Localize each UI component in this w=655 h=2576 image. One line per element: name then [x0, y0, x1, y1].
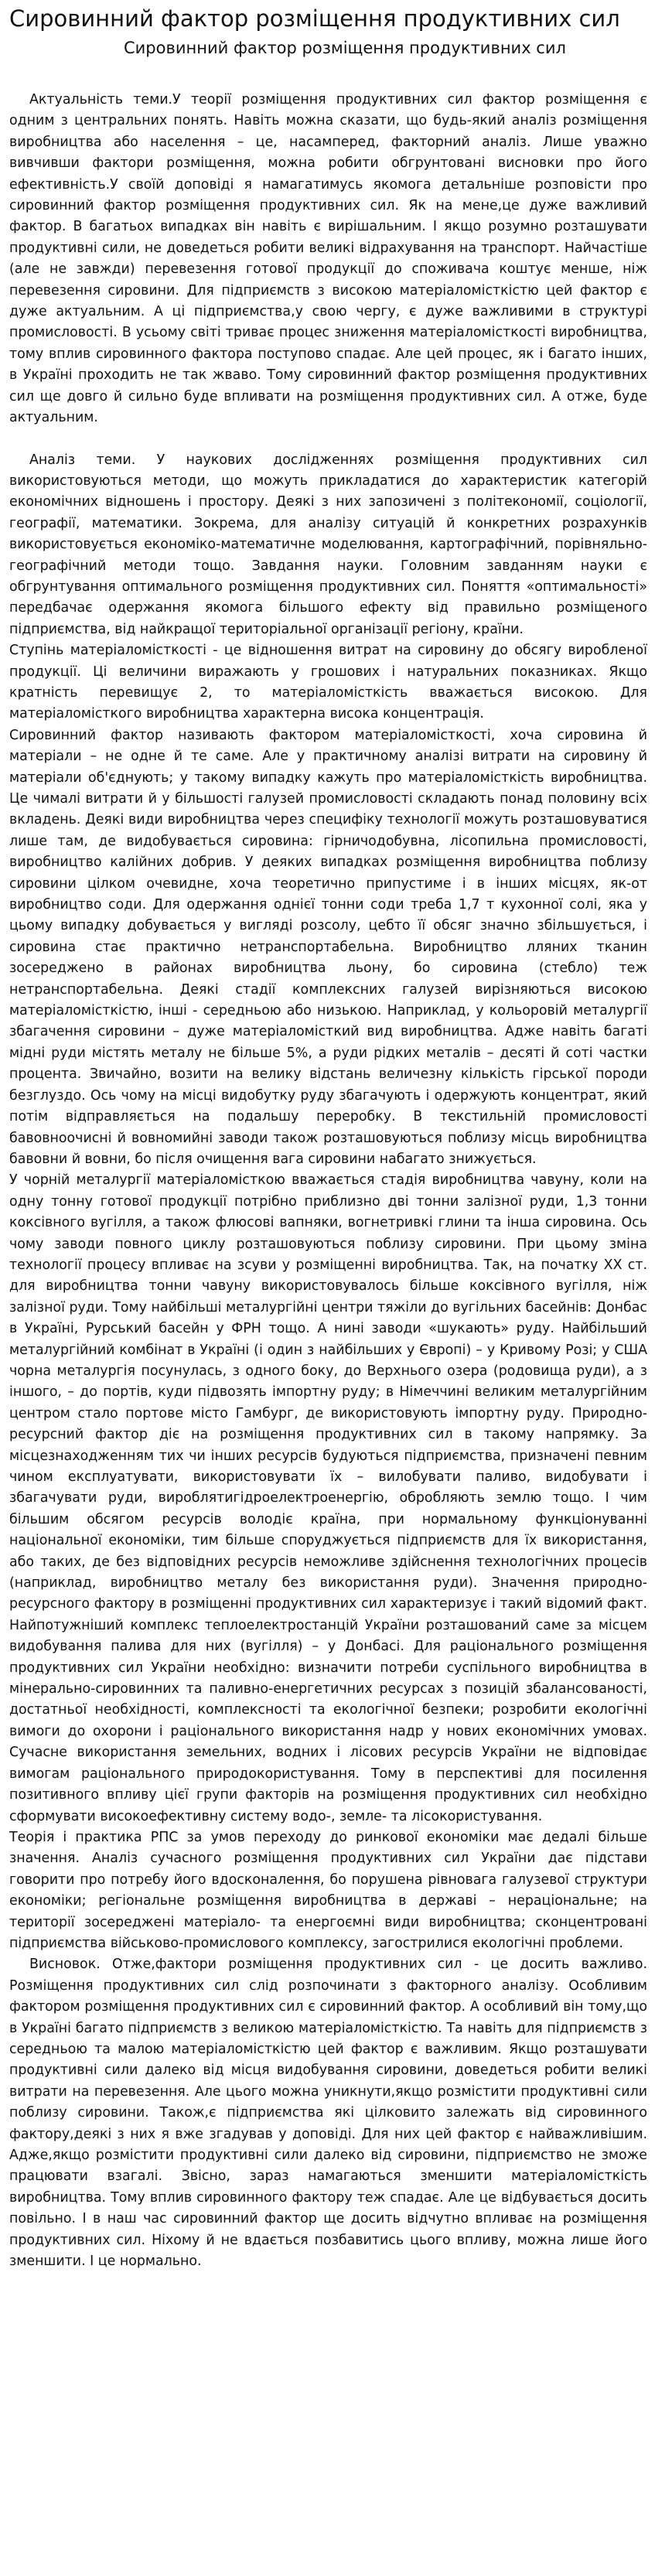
paragraph-conclusion: Висновок. Отже,фактори розміщення продуктивних сил - це досить важливо. Розміщення продуктивних сил слід розпочинати з факторного аналізу. Особливим фактором розміщення продуктивних сил є сировинний фактор. А особливий він тому,що в Україні багато підприємств з великою матеріаломісткістю. Та навіть для підприємств з середньою та малою матеріаломісткістю цей фактор є важливим. Якщо розташувати продуктивні сили далеко від місця видобування сировини, доведеться робити великі витрати на перевезення. Але цього можна уникнути,якщо розмістити продуктивні сили поблизу сировини. Також,є підприємства які цілковито залежать від сировинного фактору,деякі з них я вже згадував у доповіді. Для них цей фактор є найважливішим. Адже,якщо розмістити продуктивні сили далеко від сировини, підприємство не зможе працювати взагалі. Звісно, зараз намагаються зменшити матеріаломісткість виробництва. Тому вплив сировинного фактору теж спадає. Але це відбувається досить повільно. І в наш час сировинний фактор ще досить відчутно впливає на розміщення продуктивних сил. Ніхому й не вдається позбавитись цього впливу, можна лише його зменшити. І це нормально.	[9, 1957, 647, 2270]
page-title: Сировинний фактор розміщення продуктивних сил	[9, 5, 620, 32]
paragraph-relevance: Актуальність теми.У теорії розміщення продуктивних сил фактор розміщення є одним з центральних понять. Навіть можна сказати, що будь-який аналіз розміщення виробництва або населення – це, насамперед, факторний аналіз. Лише уважно вивчивши фактори розміщення, можна робити обгрунтовані висновки про його ефективність.У своїй доповіді я намагатимусь якомога детальніше розповісти про сировинний фактор розміщення продуктивних сил. Як на мене,це дуже важливий фактор. В багатьох випадках він навіть є вирішальним. І якщо розумно розташувати продуктивні сили, не доведеться робити великі відрахування на транспорт. Найчастіше (але не завжди) перевезення готової продукції до споживача коштує менше, ніж перевезення сировини. Для підприємств з високою матеріаломісткістю цей фактор є дуже актуальним. А ці підприємства,у свою чергу, є дуже важливими в структурі промисловості. В усьому світі триває процес зниження матеріаломісткості виробництва, тому вплив сировинного фактора поступово спадає. Але цей процес, як і багато інших, в Україні проходить не так жваво. Тому сировинний фактор розміщення продуктивних сил ще довго й сильно буде впливати на розміщення продуктивних сил. А отже, буде актуальним.	[9, 92, 647, 426]
paragraph-raw-material-factor: Сировинний фактор називають фактором матеріаломісткості, хоча сировина й матеріали – не одне й те саме. Але у практичному аналізі витрати на сировину й матеріали об'єднують; у такому випадку кажуть про матеріаломісткість виробництва. Це чималі витрати й у більшості галузей промисловості складають понад половину всіх вкладень. Деякі види виробництва через специфіку технології можуть розташовуватися лише там, де видобувається сировина: гірничодобувна, лісопильна промисловості, виробництво калійних добрив. У деяких випадках розміщення виробництва поблизу сировини цілком очевидне, хоча теоретично припустиме і в інших місцях, як-от виробництво соди. Для одержання однієї тонни соди треба 1,7 т кухонної солі, яка у цьому випадку добувається у вигляді розсолу, цебто її обсяг значно збільшується, і сировина стає практично нетранспортабельна. Виробництво лляних тканин зосереджено в районах виробництва льону, бо сировина (стебло) теж нетранспортабельна. Деякі стадії комплексних галузей вирізняються високою матеріаломісткістю, інші - середньою або низькою. Наприклад, у кольоровій металургії збагачення сировини – дуже матеріаломісткий вид виробництва. Адже навіть багаті мідні руди містять металу не більше 5%, а руди рідких металів – десяті й соті частки процента. Звичайно, возити на велику відстань величезну кількість гірської породи безглуздо. Ось чому на місці видобутку руду збагачують і одержують концентрат, який потім відправляється на подальшу переробку. В текстильній промисловості бавовноочисні й вовномийні заводи також розташовуються поблизу місць виробництва бавовни й вовни, бо після очищення вага сировини набагато знижується.	[9, 727, 647, 1167]
paragraph-ferrous-metallurgy: У чорній металургії матеріаломісткою вважається стадія виробництва чавуну, коли на одну тонну готової продукції потрібно приблизно дві тонни залізної руди, 1,3 тонни коксівного вугілля, а також флюсові вапняки, вогнетривкі глини та інша сировина. Ось чому заводи повного циклу розташовуються поблизу сировини. При цьому зміна технології процесу впливає на зсуви у розміщенні виробництва. Так, на початку XX ст. для виробництва тонни чавуну використовувалось більше коксівного вугілля, ніж залізної руди. Тому найбільші металургійні центри тяжіли до вугільних басейнів: Донбас в Україні, Рурський басейн у ФРН тощо. А нині заводи «шукають» руду. Найбільший металургійний комбінат в Україні (і один з найбільших у Європі) – у Кривому Розі; у США чорна металургія посунулась, з одного боку, до Верхнього озера (родовища руди), а з іншого, – до портів, куди підвозять імпортну руду; в Німеччині великим металургійним центром стало портове місто Гамбург, де використовують імпортну руду. Природно-ресурсний фактор діє на розміщення продуктивних сил в такому напрямку. За місцезнаходженням тих чи інших ресурсів будуються підприємства, призначені певним чином експлуатувати, використовувати їх – вилобувати паливо, видобувати і збагачувати руди, вироблятигідроелектроенергію, обробляють землю тощо. І чим більшим обсягом ресурсів володіє країна, при нормальному функціонуванні національної економіки, тим більше споруджується підприємств для їх використання, або таких, де без відповідних ресурсів неможливе здійснення технологічних процесів (наприклад, виробництво металу без використання руди). Значення природно-ресурсного фактору в розміщенні продуктивних сил характеризує і такий відомий факт. Найпотужніший комплекс теплоелектростанцій України розташований саме за місцем видобування палива для них (вугілля) – у Донбасі. Для раціонального розміщення продуктивних сил України необхідно: визначити потреби суспільного виробництва в мінерально-сировинних та паливно-енергетичних ресурсах з позицій збалансованості, достатньої необхідності, комплексності та екологічної безпеки; розробити екологічні вимоги до охорони і раціонального використання надр у нових економічних умовах. Сучасне використання земельних, водних і лісових ресурсів України не відповідає вимогам раціонального природокористування. Тому в перспективі для посилення позитивного впливу цієї групи факторів на розміщення продуктивних сил необхідно сформувати високоефективну систему водо-, земле- та лісокористування.	[9, 1172, 647, 1824]
paragraph-theory-practice: Теорія і практика РПС за умов переходу до ринкової економіки має дедалі більше значення. Аналіз сучасного розміщення продуктивних сил України дає підстави говорити про потребу його вдосконалення, бо порушена рівновага галузевої структури економіки; регіональне розміщення виробництва в державі – нераціональне; на території зосереджені матеріало- та енергоємні види виробництва; сконцентровані підприємства військово-промислового комплексу, загострилися екологічні проблеми.	[9, 1829, 647, 1951]
paragraph-material-intensity: Ступінь матеріаломісткості - це відношення витрат на сировину до обсягу виробленої продукції. Ці величини виражають у грошових і натуральних показниках. Якщо кратність перевищує 2, то матеріаломісткість вважається високою. Для матеріаломісткого виробництва характерна висока концентрація.	[9, 643, 647, 722]
page-subtitle: Сировинний фактор розміщення продуктивних сил	[124, 39, 566, 57]
document-body	[9, 90, 647, 2272]
paragraph-analysis: Аналіз теми. У наукових дослідженнях розміщення продуктивних сил використовуються методи, що можуть прикладатися до характеристик категорій економічних відношень і простору. Деякі з них запозичені з політекономії, соціології, географії, математики. Зокрема, для аналізу ситуацій й конкретних розрахунків використовується економіко-математичне моделювання, картографічний, порівняльно-географічний методи тощо. Завдання науки. Головним завданням науки є обгрунтування оптимального розміщення продуктивних сил. Поняття «оптимальності» передбачає одержання якомога більшого ефекту від правильно розміщеного підприємства, від найкращої територіальної організації регіону, країни.	[9, 452, 647, 637]
